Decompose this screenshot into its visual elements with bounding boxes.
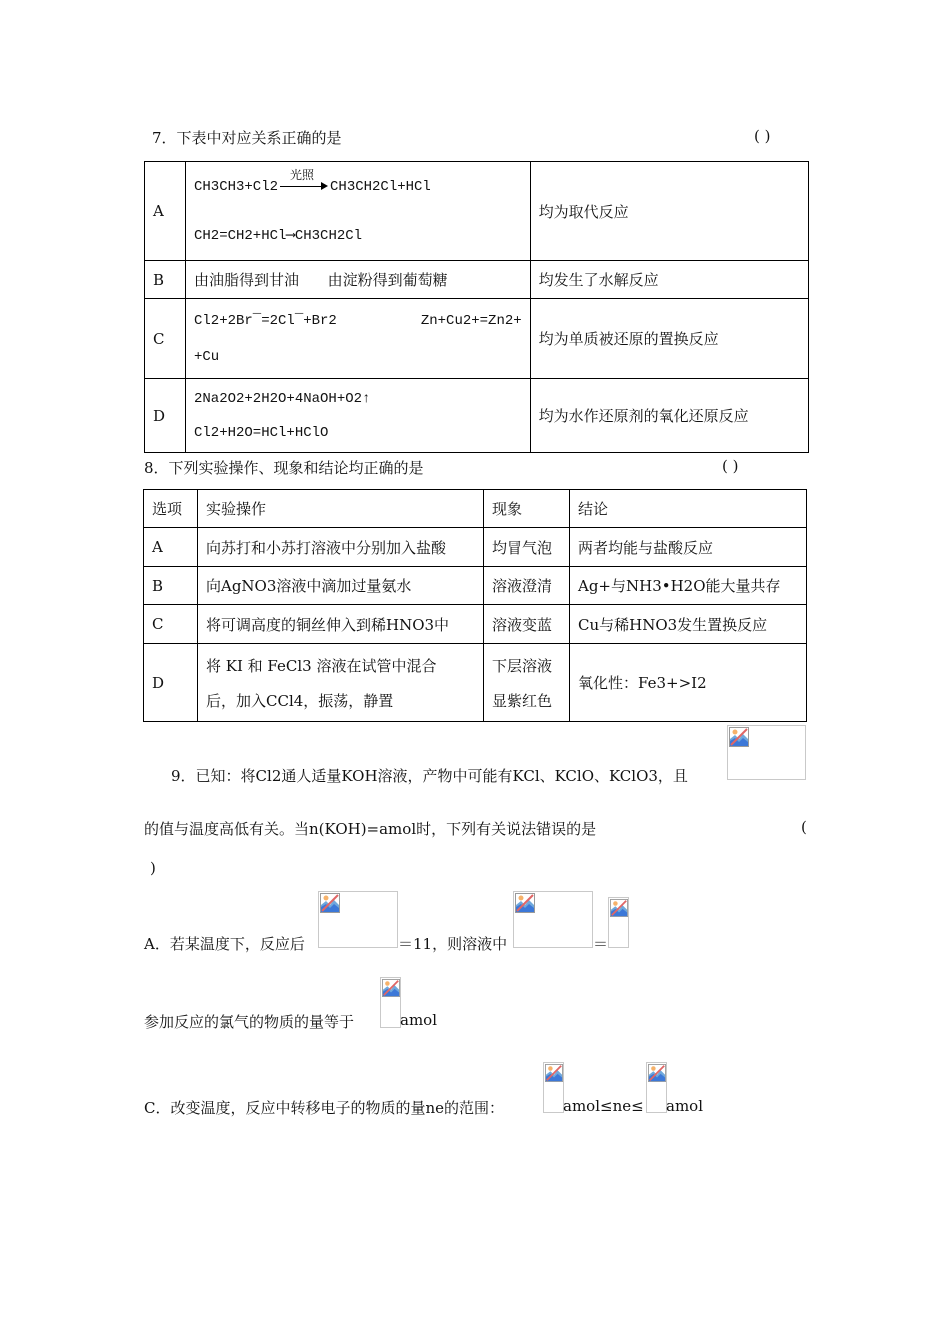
q7-row-content: 由油脂得到甘油 由淀粉得到葡萄糖 bbox=[186, 261, 531, 299]
q7-row-label: C bbox=[145, 299, 186, 379]
q8-operation bbox=[198, 644, 484, 722]
formula-image bbox=[318, 891, 398, 948]
q8-header: 结论 bbox=[570, 490, 807, 528]
q7-row-content bbox=[186, 299, 531, 379]
q8-header: 实验操作 bbox=[198, 490, 484, 528]
broken-image-icon bbox=[610, 899, 628, 917]
q7-answer-paren: ( ) bbox=[754, 127, 771, 145]
broken-image-icon bbox=[515, 893, 535, 913]
q8-operation-line1: 将 KI 和 FeCl3 溶液在试管中混合 bbox=[206, 656, 437, 675]
q7-stem: 7．下表中对应关系正确的是 bbox=[152, 129, 342, 147]
q7-row-b bbox=[145, 261, 809, 299]
q7-d-line1: 2Na2O2+2H2O+4NaOH+O2↑ bbox=[194, 390, 371, 407]
q9-paren-close: ) bbox=[150, 859, 156, 877]
q8-phenomenon-line2: 显紫红色 bbox=[492, 691, 553, 710]
q8-operation: 向苏打和小苏打溶液中分别加入盐酸 bbox=[198, 528, 484, 567]
formula-image bbox=[727, 725, 806, 780]
q8-answer-paren: ( ) bbox=[722, 457, 739, 475]
q8-header: 现象 bbox=[484, 490, 570, 528]
q9-option-a-text2: ＝11，则溶液中 bbox=[398, 935, 508, 953]
q9-option-c-text2: amol≤ne≤ bbox=[563, 1097, 644, 1115]
reaction-arrow-icon bbox=[280, 168, 328, 191]
q7-row-result: 均为取代反应 bbox=[530, 162, 808, 261]
formula-image bbox=[543, 1062, 564, 1113]
formula-image bbox=[380, 977, 401, 1028]
q8-operation-line2: 后，加入CCl4，振荡，静置 bbox=[206, 691, 394, 710]
q9-option-c-text1: C．改变温度，反应中转移电子的物质的量ne的范围： bbox=[144, 1099, 505, 1117]
q9-stem-continued: 的值与温度高低有关。当n(KOH)=amol时，下列有关说法错误的是 bbox=[144, 820, 597, 838]
q9-option-a-text1: A．若某温度下，反应后 bbox=[144, 935, 305, 953]
q7-row-c bbox=[145, 299, 809, 379]
q7-row-content bbox=[186, 162, 531, 261]
q7-d-line2: Cl2+H2O=HCl+HClO bbox=[194, 424, 329, 441]
q7-table bbox=[144, 161, 809, 453]
q8-conclusion: 氧化性：Fe3+>I2 bbox=[570, 644, 807, 722]
q7-c-line1: Cl2+2Br¯=2Cl¯+Br2 Zn+Cu2+=Zn2+ bbox=[194, 312, 522, 329]
q9-option-b-text1: 参加反应的氯气的物质的量等于 bbox=[144, 1013, 355, 1031]
table-row bbox=[144, 644, 807, 722]
q7-row-label: A bbox=[145, 162, 186, 261]
q8-conclusion: Ag+与NH3•H2O能大量共存 bbox=[570, 567, 807, 605]
q8-phenomenon: 溶液变蓝 bbox=[484, 605, 570, 644]
broken-image-icon bbox=[545, 1064, 563, 1082]
q7-eq1-right: CH3CH2Cl+HCl bbox=[330, 178, 431, 195]
q7-row-result: 均为单质被还原的置换反应 bbox=[530, 299, 808, 379]
q7-row-result: 均发生了水解反应 bbox=[530, 261, 808, 299]
q7-row-label: D bbox=[145, 379, 186, 453]
q9-option-c-text3: amol bbox=[666, 1097, 703, 1115]
table-row bbox=[144, 605, 807, 644]
q8-option: D bbox=[144, 644, 198, 722]
q8-header: 选项 bbox=[144, 490, 198, 528]
q8-option: A bbox=[144, 528, 198, 567]
broken-image-icon bbox=[648, 1064, 666, 1082]
q7-row-d bbox=[145, 379, 809, 453]
q7-eq2: CH2=CH2+HCl⟶CH3CH2Cl bbox=[194, 227, 363, 244]
q8-phenomenon bbox=[484, 644, 570, 722]
q7-row-a bbox=[145, 162, 809, 261]
q7-row-result: 均为水作还原剂的氧化还原反应 bbox=[530, 379, 808, 453]
q8-stem: 8．下列实验操作、现象和结论均正确的是 bbox=[144, 459, 424, 477]
q7-row-label: B bbox=[145, 261, 186, 299]
q8-conclusion: 两者均能与盐酸反应 bbox=[570, 528, 807, 567]
q7-c-line2: +Cu bbox=[194, 348, 220, 365]
q8-option: C bbox=[144, 605, 198, 644]
q7-eq1-left: CH3CH3+Cl2 bbox=[194, 178, 279, 195]
table-row bbox=[144, 567, 807, 605]
broken-image-icon bbox=[320, 893, 340, 913]
q8-operation: 将可调高度的铜丝伸入到稀HNO3中 bbox=[198, 605, 484, 644]
q8-operation: 向AgNO3溶液中滴加过量氨水 bbox=[198, 567, 484, 605]
formula-image bbox=[608, 897, 629, 948]
broken-image-icon bbox=[729, 727, 749, 747]
q9-option-a-text3: ＝ bbox=[593, 935, 609, 953]
formula-image bbox=[513, 891, 593, 948]
broken-image-icon bbox=[382, 979, 400, 997]
table-row bbox=[144, 528, 807, 567]
q8-header-row bbox=[144, 490, 807, 528]
q8-conclusion: Cu与稀HNO3发生置换反应 bbox=[570, 605, 807, 644]
q8-phenomenon: 均冒气泡 bbox=[484, 528, 570, 567]
q9-option-b-text2: amol bbox=[400, 1011, 437, 1029]
q7-eq1-condition: 光照 bbox=[290, 168, 315, 183]
q7-row-content bbox=[186, 379, 531, 453]
formula-image bbox=[646, 1062, 667, 1113]
q9-paren-open: ( bbox=[801, 818, 807, 836]
q8-phenomenon-line1: 下层溶液 bbox=[492, 656, 553, 675]
q8-phenomenon: 溶液澄清 bbox=[484, 567, 570, 605]
q9-stem: 9．已知：将Cl2通人适量KOH溶液，产物中可能有KCl、KClO、KClO3，且 bbox=[171, 767, 688, 785]
q8-option: B bbox=[144, 567, 198, 605]
q8-table bbox=[143, 489, 807, 722]
